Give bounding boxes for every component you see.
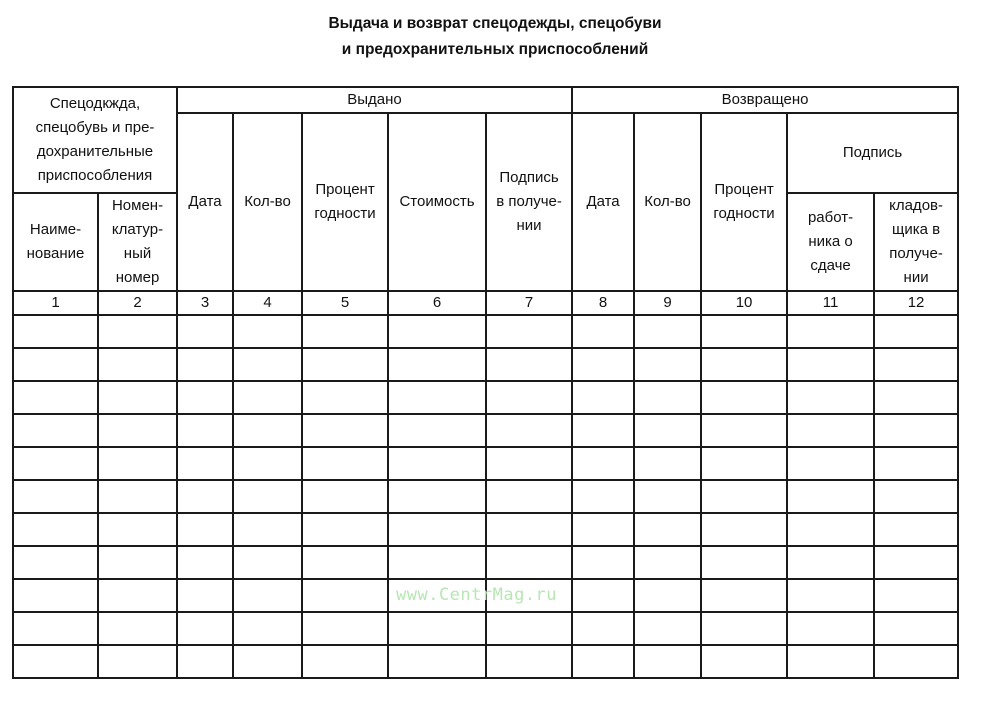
empty-cell bbox=[13, 645, 98, 678]
header-returned-percent-line-2: годности bbox=[713, 205, 775, 222]
empty-cell bbox=[233, 645, 302, 678]
empty-cell bbox=[98, 381, 177, 414]
empty-cell bbox=[177, 579, 233, 612]
empty-cell bbox=[572, 546, 634, 579]
empty-cell bbox=[302, 348, 388, 381]
header-issued-percent-line-1: Процент bbox=[315, 181, 375, 198]
empty-cell bbox=[302, 645, 388, 678]
header-returned-date: Дата bbox=[572, 113, 634, 291]
empty-cell bbox=[177, 348, 233, 381]
empty-cell bbox=[98, 315, 177, 348]
empty-cell bbox=[177, 381, 233, 414]
empty-cell bbox=[13, 414, 98, 447]
header-item-nomenclature-line-1: Номен- bbox=[111, 197, 164, 214]
empty-cell bbox=[787, 348, 874, 381]
empty-cell bbox=[177, 612, 233, 645]
column-number-10: 10 bbox=[701, 291, 787, 315]
empty-cell bbox=[233, 480, 302, 513]
empty-cell bbox=[486, 348, 572, 381]
empty-cell bbox=[486, 612, 572, 645]
column-number-8: 8 bbox=[572, 291, 634, 315]
table-row bbox=[13, 513, 958, 546]
empty-cell bbox=[486, 414, 572, 447]
empty-cell bbox=[634, 645, 701, 678]
empty-cell bbox=[302, 513, 388, 546]
header-issued-qty: Кол-во bbox=[233, 113, 302, 291]
empty-cell bbox=[874, 348, 958, 381]
empty-cell bbox=[233, 381, 302, 414]
empty-cell bbox=[233, 513, 302, 546]
empty-cell bbox=[177, 447, 233, 480]
header-returned-group: Возвращено bbox=[572, 87, 958, 113]
empty-cell bbox=[177, 546, 233, 579]
header-issued-signature bbox=[486, 113, 572, 291]
empty-cell bbox=[177, 414, 233, 447]
empty-cell bbox=[388, 612, 486, 645]
empty-cell bbox=[874, 381, 958, 414]
empty-cell bbox=[13, 480, 98, 513]
header-item-name-line-2: нование bbox=[26, 245, 85, 262]
empty-cell bbox=[177, 645, 233, 678]
empty-cell bbox=[13, 381, 98, 414]
empty-cell bbox=[572, 414, 634, 447]
header-sig-keeper-line-4: нии bbox=[903, 269, 929, 286]
watermark: www.CentrMag.ru bbox=[396, 585, 558, 605]
header-item-nomenclature bbox=[98, 193, 177, 291]
empty-cell bbox=[13, 315, 98, 348]
empty-cell bbox=[13, 513, 98, 546]
empty-cell bbox=[302, 315, 388, 348]
empty-cell bbox=[98, 645, 177, 678]
empty-cell bbox=[874, 447, 958, 480]
empty-cell bbox=[572, 645, 634, 678]
empty-cell bbox=[701, 381, 787, 414]
empty-cell bbox=[98, 447, 177, 480]
header-sig-keeper-line-3: получе- bbox=[889, 245, 943, 262]
header-sig-worker bbox=[787, 193, 874, 291]
table-row bbox=[13, 414, 958, 447]
empty-cell bbox=[572, 579, 634, 612]
empty-cell bbox=[634, 315, 701, 348]
header-sig-keeper-line-1: кладов- bbox=[889, 197, 943, 214]
empty-cell bbox=[13, 348, 98, 381]
header-issued-percent-line-2: годности bbox=[314, 205, 376, 222]
empty-cell bbox=[13, 546, 98, 579]
header-item-nomenclature-line-2: клатур- bbox=[111, 221, 164, 238]
header-sig-worker-line-2: ника о bbox=[808, 233, 853, 250]
table-row bbox=[13, 381, 958, 414]
header-item-nomenclature-line-3: ный bbox=[123, 245, 152, 262]
column-number-2: 2 bbox=[98, 291, 177, 315]
table-row bbox=[13, 447, 958, 480]
empty-cell bbox=[787, 612, 874, 645]
empty-cell bbox=[634, 579, 701, 612]
empty-cell bbox=[388, 414, 486, 447]
header-items-line-3: дохранительные bbox=[36, 143, 154, 160]
empty-cell bbox=[486, 546, 572, 579]
empty-cell bbox=[233, 447, 302, 480]
empty-cell bbox=[98, 579, 177, 612]
empty-cell bbox=[634, 348, 701, 381]
empty-cell bbox=[388, 546, 486, 579]
empty-cell bbox=[874, 546, 958, 579]
empty-cell bbox=[13, 612, 98, 645]
header-sig-worker-line-1: работ- bbox=[807, 209, 854, 226]
empty-cell bbox=[572, 348, 634, 381]
column-number-5: 5 bbox=[302, 291, 388, 315]
empty-cell bbox=[486, 381, 572, 414]
column-number-11: 11 bbox=[787, 291, 874, 315]
empty-cell bbox=[233, 414, 302, 447]
empty-cell bbox=[874, 480, 958, 513]
header-item-nomenclature-line-4: номер bbox=[115, 269, 160, 286]
empty-cell bbox=[634, 513, 701, 546]
empty-cell bbox=[302, 381, 388, 414]
empty-cell bbox=[787, 513, 874, 546]
empty-cell bbox=[98, 513, 177, 546]
header-returned-percent-line-1: Процент bbox=[714, 181, 774, 198]
empty-cell bbox=[787, 381, 874, 414]
table-row bbox=[13, 612, 958, 645]
empty-cell bbox=[787, 579, 874, 612]
header-items-line-2: спецобувь и пре- bbox=[35, 119, 155, 136]
empty-cell bbox=[787, 447, 874, 480]
header-items-line-4: приспособления bbox=[37, 167, 153, 184]
empty-cell bbox=[634, 381, 701, 414]
table-row bbox=[13, 645, 958, 678]
table-row bbox=[13, 348, 958, 381]
empty-cell bbox=[874, 414, 958, 447]
header-issued-group: Выдано bbox=[177, 87, 572, 113]
header-item-name-line-1: Наиме- bbox=[29, 221, 82, 238]
document-title-line-2: и предохранительных приспособлений bbox=[341, 41, 649, 58]
table-row bbox=[13, 315, 958, 348]
empty-cell bbox=[787, 315, 874, 348]
empty-cell bbox=[13, 447, 98, 480]
empty-cell bbox=[634, 480, 701, 513]
empty-cell bbox=[486, 645, 572, 678]
empty-cell bbox=[486, 480, 572, 513]
empty-cell bbox=[388, 447, 486, 480]
empty-cell bbox=[701, 348, 787, 381]
empty-cell bbox=[233, 579, 302, 612]
empty-cell bbox=[233, 348, 302, 381]
empty-cell bbox=[634, 414, 701, 447]
empty-cell bbox=[98, 546, 177, 579]
empty-cell bbox=[874, 645, 958, 678]
header-returned-signature: Подпись bbox=[787, 113, 958, 193]
header-items-group bbox=[13, 87, 177, 193]
empty-cell bbox=[177, 480, 233, 513]
empty-cell bbox=[233, 315, 302, 348]
empty-cell bbox=[302, 447, 388, 480]
empty-cell bbox=[302, 414, 388, 447]
empty-cell bbox=[787, 645, 874, 678]
header-returned-percent bbox=[701, 113, 787, 291]
empty-cell bbox=[787, 546, 874, 579]
empty-cell bbox=[388, 480, 486, 513]
header-returned-qty: Кол-во bbox=[634, 113, 701, 291]
empty-cell bbox=[98, 348, 177, 381]
table-row bbox=[13, 480, 958, 513]
empty-cell bbox=[787, 414, 874, 447]
empty-cell bbox=[572, 612, 634, 645]
empty-cell bbox=[486, 447, 572, 480]
empty-cell bbox=[98, 480, 177, 513]
empty-cell bbox=[701, 645, 787, 678]
empty-cell bbox=[388, 645, 486, 678]
empty-cell bbox=[388, 315, 486, 348]
header-sig-worker-line-3: сдаче bbox=[810, 257, 851, 274]
header-issued-signature-line-3: нии bbox=[516, 217, 542, 234]
empty-cell bbox=[302, 579, 388, 612]
empty-cell bbox=[634, 546, 701, 579]
empty-cell bbox=[701, 513, 787, 546]
header-issued-date: Дата bbox=[177, 113, 233, 291]
empty-cell bbox=[388, 381, 486, 414]
header-sig-keeper bbox=[874, 193, 958, 291]
column-number-9: 9 bbox=[634, 291, 701, 315]
header-sig-keeper-line-2: щика в bbox=[892, 221, 941, 238]
column-number-6: 6 bbox=[388, 291, 486, 315]
empty-cell bbox=[701, 480, 787, 513]
table-row bbox=[13, 546, 958, 579]
header-items-line-1: Спецодкжда, bbox=[49, 95, 141, 112]
header-issued-signature-line-2: в получе- bbox=[496, 193, 562, 210]
empty-cell bbox=[98, 612, 177, 645]
empty-cell bbox=[874, 579, 958, 612]
column-number-7: 7 bbox=[486, 291, 572, 315]
empty-cell bbox=[787, 480, 874, 513]
empty-cell bbox=[572, 447, 634, 480]
empty-cell bbox=[874, 513, 958, 546]
empty-cell bbox=[572, 315, 634, 348]
empty-cell bbox=[701, 612, 787, 645]
empty-cell bbox=[388, 348, 486, 381]
empty-cell bbox=[572, 480, 634, 513]
header-item-name bbox=[13, 193, 98, 291]
column-number-3: 3 bbox=[177, 291, 233, 315]
empty-cell bbox=[177, 315, 233, 348]
empty-cell bbox=[701, 315, 787, 348]
empty-cell bbox=[177, 513, 233, 546]
empty-cell bbox=[98, 414, 177, 447]
column-number-row bbox=[13, 291, 958, 315]
empty-cell bbox=[486, 513, 572, 546]
empty-cell bbox=[874, 315, 958, 348]
column-number-1: 1 bbox=[13, 291, 98, 315]
empty-cell bbox=[486, 315, 572, 348]
header-issued-cost: Стоимость bbox=[388, 113, 486, 291]
empty-cell bbox=[634, 447, 701, 480]
empty-cell bbox=[701, 414, 787, 447]
column-number-12: 12 bbox=[874, 291, 958, 315]
empty-cell bbox=[388, 513, 486, 546]
header-issued-percent bbox=[302, 113, 388, 291]
empty-cell bbox=[634, 612, 701, 645]
empty-cell bbox=[701, 579, 787, 612]
empty-cell bbox=[572, 381, 634, 414]
document-title-line-1: Выдача и возврат спецодежды, спецобуви bbox=[328, 15, 662, 32]
column-number-4: 4 bbox=[233, 291, 302, 315]
empty-cell bbox=[701, 447, 787, 480]
empty-cell bbox=[233, 546, 302, 579]
empty-cell bbox=[302, 480, 388, 513]
empty-cell bbox=[13, 579, 98, 612]
empty-cell bbox=[874, 612, 958, 645]
header-issued-signature-line-1: Подпись bbox=[499, 169, 559, 186]
empty-cell bbox=[572, 513, 634, 546]
empty-cell bbox=[302, 546, 388, 579]
empty-cell bbox=[302, 612, 388, 645]
empty-cell bbox=[233, 612, 302, 645]
empty-cell bbox=[701, 546, 787, 579]
